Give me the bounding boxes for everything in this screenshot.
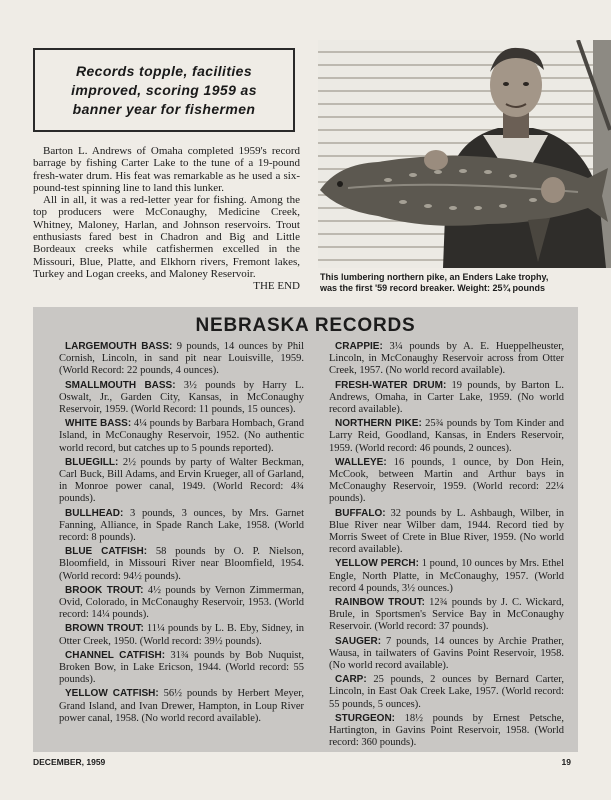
record-text: 19 pounds, by Barton L. Andrews, Omaha, in Carter Lake, 1959. (No world record available). xyxy=(329,379,565,416)
record-species: FRESH-WATER DRUM: xyxy=(335,379,447,391)
record-species: STURGEON: xyxy=(335,712,395,724)
photo-caption xyxy=(320,272,594,294)
record-species: BROWN TROUT: xyxy=(65,623,144,635)
record-species: CRAPPIE: xyxy=(335,341,383,352)
intro-paragraph-text: All in all, it was a red-letter year for fishing. Among the top producers were McConaughy, Medicine Creek, Whitney, Maloney, Harlan, and Johnson reservoirs. Trout enthusiasts fared best in Chadron and Big and Little Bordeaux creeks while catfishermen excelled in the Missouri, Blue, Platte, and Elkhorn rivers, Fremont lakes, Turkey and Logan creeks, and Maloney Reservoir. xyxy=(33,194,300,280)
record-entry xyxy=(329,713,564,750)
record-text: 11¼ pounds by L. B. Eby, Sidney, in Otter Creek, 1950. (World record: 39½ pounds). xyxy=(59,623,305,647)
record-species: NORTHERN PIKE: xyxy=(335,418,422,430)
records-left-column xyxy=(59,341,304,727)
record-text: 3¼ pounds by A. E. Hueppelheuster, Lincoln, in McConaughy Reservoir across from Otter Creek, 1957. (No world record available). xyxy=(329,341,564,377)
headline-line: Records topple, facilities xyxy=(75,62,253,79)
record-text: 56½ pounds by Herbert Meyer, Grand Island, and Ivan Drewer, Hampton, in Loup River power canal, 1958. (No world record available). xyxy=(59,688,304,724)
man-holding-northern-pike-icon xyxy=(318,40,611,268)
page-number: 19 xyxy=(561,757,571,767)
record-entry xyxy=(59,546,304,583)
record-species: YELLOW PERCH: xyxy=(335,558,419,570)
record-species: SAUGER: xyxy=(335,635,382,647)
record-species: WHITE BASS: xyxy=(65,418,132,430)
record-species: RAINBOW TROUT: xyxy=(335,597,425,609)
record-text: 31¾ pounds by Bob Nuquist, Broken Bow, in Lake Ericson, 1944. (World record: 55 pounds). xyxy=(59,649,305,686)
record-text: 4¼ pounds by Barbara Hombach, Grand Island, in McConaughy Reservoir, 1952. (No authentic world record, but catches up to 5 pounds reported). xyxy=(59,418,305,454)
record-text: 12¾ pounds by J. C. Wickard, Brule, in Sportsmen's Service Bay in McConaughy Reservoir. (World record: 37 pounds). xyxy=(329,597,564,633)
record-text: 25 pounds, 2 ounces by Bernard Carter, Lincoln, in East Oak Creek Lake, 1957. (World record: 55 pounds, 5 ounces). xyxy=(329,674,564,710)
intro-article xyxy=(33,145,300,293)
record-text: 7 pounds, 14 ounces by Archie Prather, Wausa, in tailwaters of Gavins Point Reservoir, 1958. (No world record available). xyxy=(329,635,564,672)
record-entry xyxy=(329,341,564,378)
record-entry xyxy=(329,558,564,595)
headline-box xyxy=(33,48,295,132)
record-text: 2½ pounds by party of Walter Beckman, Carl Buck, Bill Adams, and Ervin Krueger, all of Garland, in Monroe power canal, 1949. (World Record: 4¾ pounds). xyxy=(59,456,305,505)
record-entry xyxy=(59,380,304,417)
record-entry xyxy=(59,688,304,725)
record-entry xyxy=(329,457,564,506)
record-text: 58 pounds by O. P. Nielson, Bloomfield, in Missouri River near Bloomfield, 1954. (World record: 94½ pounds). xyxy=(59,546,304,582)
issue-date: DECEMBER, 1959 xyxy=(33,757,106,767)
records-title: NEBRASKA RECORDS xyxy=(195,315,416,336)
end-mark: THE END xyxy=(253,280,300,293)
record-species: BLUEGILL: xyxy=(65,456,119,468)
record-entry xyxy=(59,508,304,545)
record-entry xyxy=(59,623,304,647)
record-entry xyxy=(329,508,564,557)
record-species: LARGEMOUTH BASS: xyxy=(65,341,173,352)
record-entry xyxy=(329,636,564,673)
record-species: CHANNEL CATFISH: xyxy=(65,649,166,661)
headline-line: banner year for fishermen xyxy=(72,100,256,117)
record-text: 16 pounds, 1 ounce, by Don Hein, McCook, between Martin and Arthur bays in McConaughy Reservoir, 1959. (World record: 22¼ pounds). xyxy=(329,456,564,505)
record-species: CARP: xyxy=(335,674,367,686)
caption-line: This lumbering northern pike, an Enders Lake trophy, xyxy=(320,272,549,282)
record-entry xyxy=(329,418,564,455)
record-species: BUFFALO: xyxy=(335,507,386,519)
record-species: SMALLMOUTH BASS: xyxy=(65,379,176,391)
intro-paragraph: Barton L. Andrews of Omaha completed 1959's record barrage by fishing Carter Lake to the tune of a 19-pound fresh-water drum. His feat was remarkable as he used a six-pound-test spinning line to land this lunker. xyxy=(33,145,300,194)
headline-line: improved, scoring 1959 as xyxy=(71,81,257,98)
record-entry xyxy=(329,380,564,417)
record-entry xyxy=(59,457,304,506)
photo xyxy=(318,40,611,268)
record-text: 3½ pounds by Harry L. Oswalt, Jr., Garden City, Kansas, in McConaughy Reservoir, 1959. (World Record: 11 pounds, 15 ounces). xyxy=(59,379,304,416)
record-species: YELLOW CATFISH: xyxy=(65,688,159,700)
record-species: BLUE CATFISH: xyxy=(65,546,148,558)
record-species: WALLEYE: xyxy=(335,456,387,468)
record-entry xyxy=(59,650,304,687)
records-right-column xyxy=(329,341,564,752)
record-text: 9 pounds, 14 ounces by Phil Cornish, Lincoln, in sand pit near Louisville, 1959. (World Record: 22 pounds, 4 ounces). xyxy=(59,341,305,377)
record-species: BULLHEAD: xyxy=(65,507,124,519)
records-panel xyxy=(33,307,578,752)
record-entry xyxy=(59,585,304,622)
record-text: 1 pound, 10 ounces by Mrs. Ethel Engle, North Platte, in McConaughy, 1957. (World record 4 pounds, 3½ ounces.) xyxy=(329,558,564,594)
record-entry xyxy=(329,597,564,634)
record-entry xyxy=(329,674,564,711)
record-text: 4½ pounds by Vernon Zimmerman, Ovid, Colorado, in McConaughy Reservoir, 1953. (World record: 14¼ pounds). xyxy=(59,584,305,621)
record-entry xyxy=(59,341,304,378)
record-species: BROOK TROUT: xyxy=(65,584,144,596)
record-text: 3 pounds, 3 ounces, by Mrs. Garnet Fanning, Alliance, in Spade Ranch Lake, 1958. (World record: 8 pounds). xyxy=(59,507,304,544)
record-text: 18½ pounds by Ernest Petsche, Hartington, in Gavins Point Reservoir, 1958. (World record: 360 pounds). xyxy=(329,712,564,749)
record-text: 25¾ pounds by Tom Kinder and Larry Reid, Goodland, Kansas, in Enders Reservoir, 1959. (World record: 46 pounds, 2 ounces). xyxy=(329,418,565,454)
caption-line: was the first '59 record breaker. Weight: 25¾ pounds xyxy=(320,283,546,293)
record-entry xyxy=(59,418,304,455)
intro-paragraph xyxy=(33,194,300,293)
record-text: 32 pounds by L. Ashbaugh, Wilber, in Blue River near Wilber dam, 1944. Record tied by Morris Sweet of Crete in Blue River, 1959. (No world record available). xyxy=(329,507,564,556)
